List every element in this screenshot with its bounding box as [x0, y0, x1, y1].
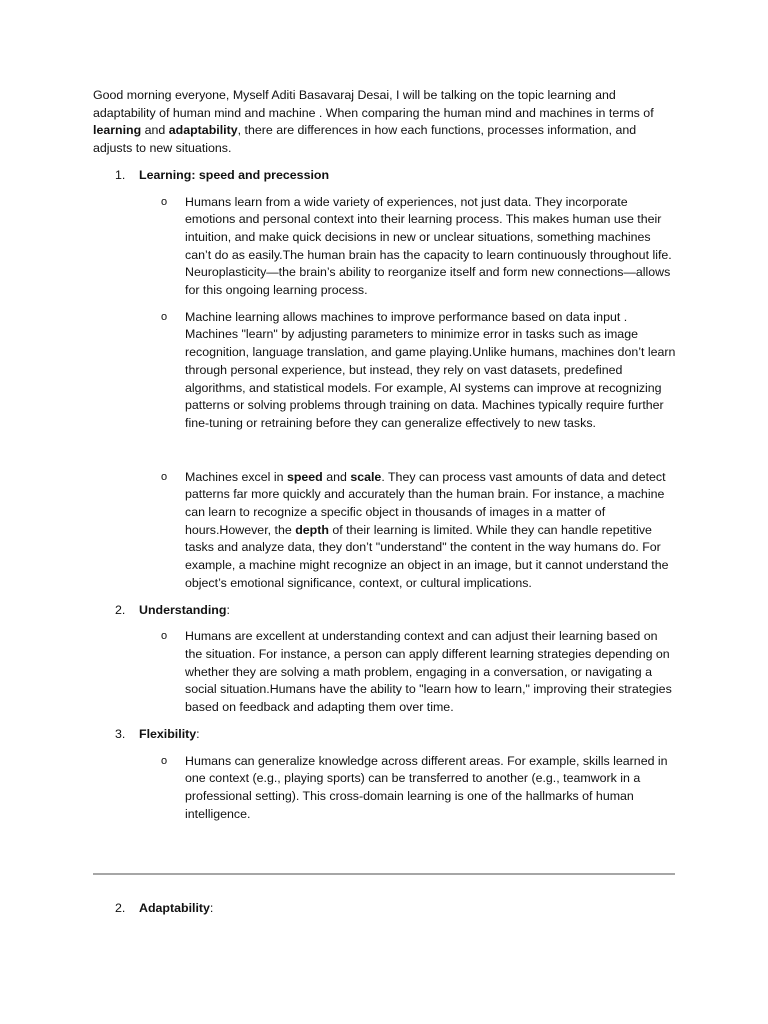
text-run: of their learning is limited. While they can handle repetitive tasks and analyze data, they don’t "understand" the content in the way humans do. For example, a machine might recognize an object in an image, but it cannot understand the object’s emotional significance, context, or cultural implications.	[185, 522, 669, 590]
bullet-marker: o	[161, 754, 168, 767]
text-run: . They can process vast amounts of data and detect patterns far more quickly and accurately than the human brain. For instance, a machine can learn to recognize a specific object in thousands of images in a matter of hours.However, the	[185, 469, 666, 537]
list-number: 2.	[115, 901, 126, 915]
intro-bold-adaptability: adaptability	[168, 123, 238, 138]
spacer	[93, 442, 678, 469]
bold-scale: scale	[350, 469, 382, 484]
bold-depth: depth	[295, 522, 329, 537]
heading-suffix: :	[226, 602, 230, 617]
intro-text: Good morning everyone, Myself Aditi Basavaraj Desai, I will be talking on the topic learning and adaptability of human mind and machine . When comparing the human mind and machines in terms of	[93, 88, 654, 120]
list-item	[93, 753, 678, 824]
bullet-text: Machine learning allows machines to improve performance based on data input . Machines "learn" by adjusting parameters to minimize error in tasks such as image recognition, language translation, and game playing.Unlike humans, machines don’t learn through personal experience, but instead, they rely on vast datasets, predefined algorithms, and statistical models. For example, AI systems can improve at recognizing patterns or solving problems through training on data. Machines typically require further fine-tuning or retraining before they can generalize effectively to new tasks.	[185, 309, 676, 430]
document-body	[93, 87, 678, 832]
intro-paragraph	[93, 87, 678, 158]
section-heading: Adaptability	[139, 901, 210, 915]
list-item	[93, 194, 678, 300]
bold-speed: speed	[286, 469, 323, 484]
list-item	[93, 309, 678, 433]
section-4-heading	[93, 900, 678, 918]
intro-text: , there are differences in how each functions, processes information, and adjusts to new situations.	[93, 123, 637, 156]
bullet-text: Humans learn from a wide variety of experiences, not just data. They incorporate emotions and personal context into their learning process. This makes human use their intuition, and make quick decisions in new or unclear situations, something machines can’t do as easily.The human brain has the capacity to learn continuously throughout life. Neuroplasticity—the brain’s ability to reorganize itself and form new connections—allows for this ongoing learning process.	[185, 194, 672, 298]
text-run: Machines excel in	[185, 469, 287, 484]
bullet-text: Humans can generalize knowledge across different areas. For example, skills learned in one context (e.g., playing sports) can be transferred to another (e.g., teamwork in a professional setting). This cross-domain learning is one of the hallmarks of human intelligence.	[185, 753, 668, 821]
section-heading: Flexibility	[139, 726, 197, 741]
section-heading: Learning: speed and precession	[139, 167, 330, 182]
bullet-marker: o	[161, 470, 168, 483]
section-heading: Understanding	[139, 602, 227, 617]
list-number: 3.	[115, 726, 126, 741]
section-2-heading	[93, 602, 678, 620]
list-number: 2.	[115, 602, 126, 617]
text-run: and	[322, 469, 351, 484]
document-continuation	[93, 900, 678, 927]
intro-bold-learning: learning	[93, 123, 142, 138]
list-number: 1.	[115, 167, 126, 182]
bullet-text: Humans are excellent at understanding context and can adjust their learning based on the situation. For instance, a person can apply different learning strategies depending on whether they are solving a math problem, engaging in a conversation, or navigating a social situation.Humans have the ability to "learn how to learn," improving their strategies based on feedback and adapting them over time.	[185, 629, 672, 715]
intro-text: and	[141, 123, 169, 138]
heading-suffix: :	[196, 726, 200, 741]
heading-suffix: :	[209, 901, 214, 915]
section-3-heading	[93, 726, 678, 744]
list-item	[93, 628, 678, 717]
bullet-marker: o	[161, 310, 168, 323]
list-item	[93, 469, 678, 593]
bullet-text	[185, 470, 669, 590]
bullet-marker: o	[161, 630, 168, 643]
horizontal-divider	[93, 873, 675, 875]
section-1-heading	[93, 167, 678, 185]
bullet-marker: o	[161, 195, 168, 208]
